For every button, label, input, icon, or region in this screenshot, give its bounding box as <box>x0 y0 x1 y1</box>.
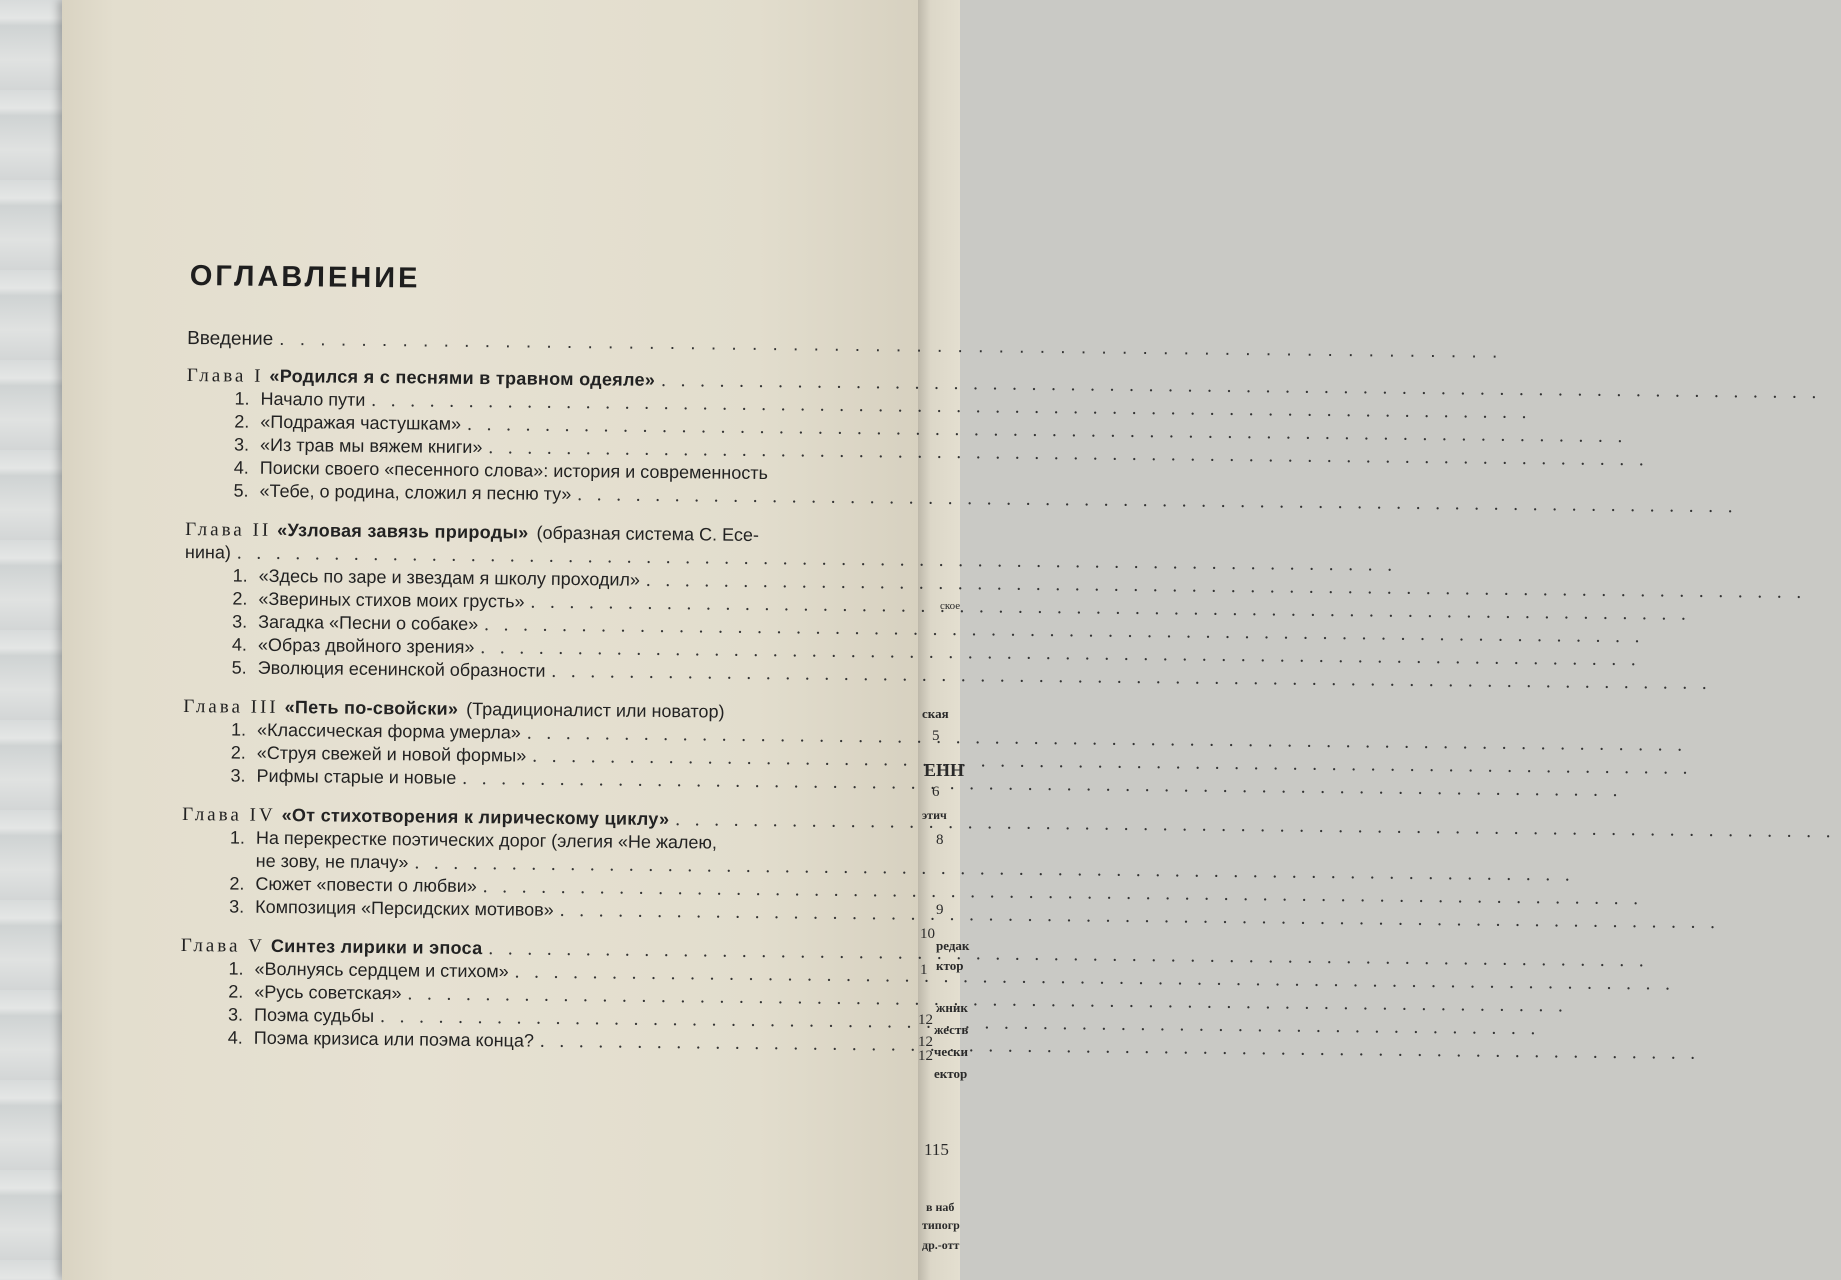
fragment: 12 <box>918 1048 933 1064</box>
item-title: Загадка «Песни о собаке» <box>258 611 479 635</box>
toc-entry-intro <box>187 327 907 358</box>
item-number: 3. <box>232 611 248 632</box>
chapter-subtitle-cont: нина) <box>184 541 231 563</box>
fragment: ская <box>922 706 949 721</box>
item-title: «Здесь по заре и звездам я школу проходил» <box>258 565 641 590</box>
item-title: Сюжет «повести о любви» <box>255 873 477 897</box>
item-title: Поэма судьбы <box>253 1004 375 1026</box>
item-title: «Из трав мы вяжем книги» <box>259 434 483 458</box>
item-number: 2. <box>234 411 250 432</box>
chapter-label: Глава V <box>180 934 266 957</box>
fragment: 9 <box>936 902 944 918</box>
chapter-title: «Петь по-свойски» <box>284 697 459 719</box>
chapter-label: Глава I <box>186 364 264 387</box>
fragment: 10 <box>920 926 935 942</box>
item-title: «Волнуясь сердцем и стихом» <box>254 958 509 982</box>
fragment: ектор <box>934 1066 968 1081</box>
item-number: 2. <box>228 981 244 1002</box>
fragment: 12 <box>918 1012 933 1028</box>
item-title: Поиски своего «песенного слова»: история и современность <box>259 457 769 484</box>
item-number: 3. <box>230 765 246 786</box>
chapter-title: «Узловая завязь природы» <box>277 519 529 543</box>
item-number: 4. <box>231 634 248 655</box>
item-title-cont: не зову, не плачу» <box>255 850 409 873</box>
fragment: редак <box>936 938 970 953</box>
fragment: жник <box>936 1000 968 1015</box>
leader-dots <box>577 483 1737 518</box>
item-number: 4. <box>233 457 249 478</box>
item-number: 1. <box>229 827 246 848</box>
item-number: 3. <box>233 434 250 455</box>
item-title: «Тебе, о родина, сложил я песню ту» <box>259 480 572 505</box>
fragment: в наб <box>926 1200 955 1214</box>
fragment: др.-отт <box>922 1238 960 1252</box>
item-title: Эволюция есенинской образности <box>257 657 546 681</box>
item-number: 4. <box>227 1027 243 1048</box>
item-number: 2. <box>232 588 248 609</box>
chapter-label: Глава IV <box>182 803 276 826</box>
fragment: 8 <box>936 832 944 848</box>
intro-label: Введение <box>187 327 274 350</box>
fragment: этич <box>922 808 947 822</box>
item-title: «Русь советская» <box>254 981 402 1004</box>
item-title: Композиция «Персидских мотивов» <box>255 896 554 920</box>
item-number: 2. <box>230 742 246 763</box>
item-number: 1. <box>228 958 244 979</box>
fragment: чески <box>934 1044 969 1059</box>
fragment: 1 <box>920 962 928 978</box>
item-number: 2. <box>229 873 245 894</box>
item-number: 1. <box>230 719 247 740</box>
item-title: «Подражая частушкам» <box>260 411 462 434</box>
item-number: 1. <box>234 388 250 409</box>
fragment: типогр <box>922 1218 960 1232</box>
item-number: 5. <box>231 657 247 678</box>
item-number: 1. <box>232 565 248 586</box>
fragment: 6 <box>932 784 940 800</box>
item-title: «Классическая форма умерла» <box>256 719 521 743</box>
item-title: Рифмы старые и новые <box>256 765 457 788</box>
table-of-contents <box>180 260 908 1056</box>
chapter-label: Глава II <box>185 518 272 541</box>
chapter-title: Синтез лирики и эпоса <box>270 935 483 959</box>
item-number: 5. <box>233 480 249 501</box>
item-title: Начало пути <box>260 388 366 410</box>
fragment: ское <box>940 600 961 612</box>
item-title: «Струя свежей и новой формы» <box>256 742 527 766</box>
fragment: жеств <box>934 1022 969 1037</box>
leader-dots <box>279 328 1502 364</box>
chapter-title: «От стихотворения к лирическому циклу» <box>281 805 670 830</box>
item-title: На перекрестке поэтических дорог (элегия «Не жалею, <box>255 827 718 853</box>
item-title: «Образ двойного зрения» <box>257 634 475 658</box>
item-title: «Звериных стихов моих грусть» <box>258 588 525 612</box>
item-number: 3. <box>229 896 245 917</box>
item-title: Поэма кризиса или поэма конца? <box>253 1027 535 1051</box>
chapter-title: «Родился я с песнями в травном одеяле» <box>269 365 656 390</box>
fragment: ЕНН <box>924 760 965 780</box>
fragment: 115 <box>924 1140 949 1159</box>
chapter-subtitle: (Традиционалист или новатор) <box>466 698 725 722</box>
chapter-label: Глава III <box>183 695 279 718</box>
chapter-subtitle: (образная система С. Есе- <box>536 522 760 545</box>
item-number: 3. <box>227 1004 244 1025</box>
page-title: ОГЛАВЛЕНИЕ <box>189 260 421 295</box>
fragment: 12 <box>918 1034 933 1050</box>
fragment: 5 <box>932 728 940 744</box>
fragment: ктор <box>936 958 964 973</box>
